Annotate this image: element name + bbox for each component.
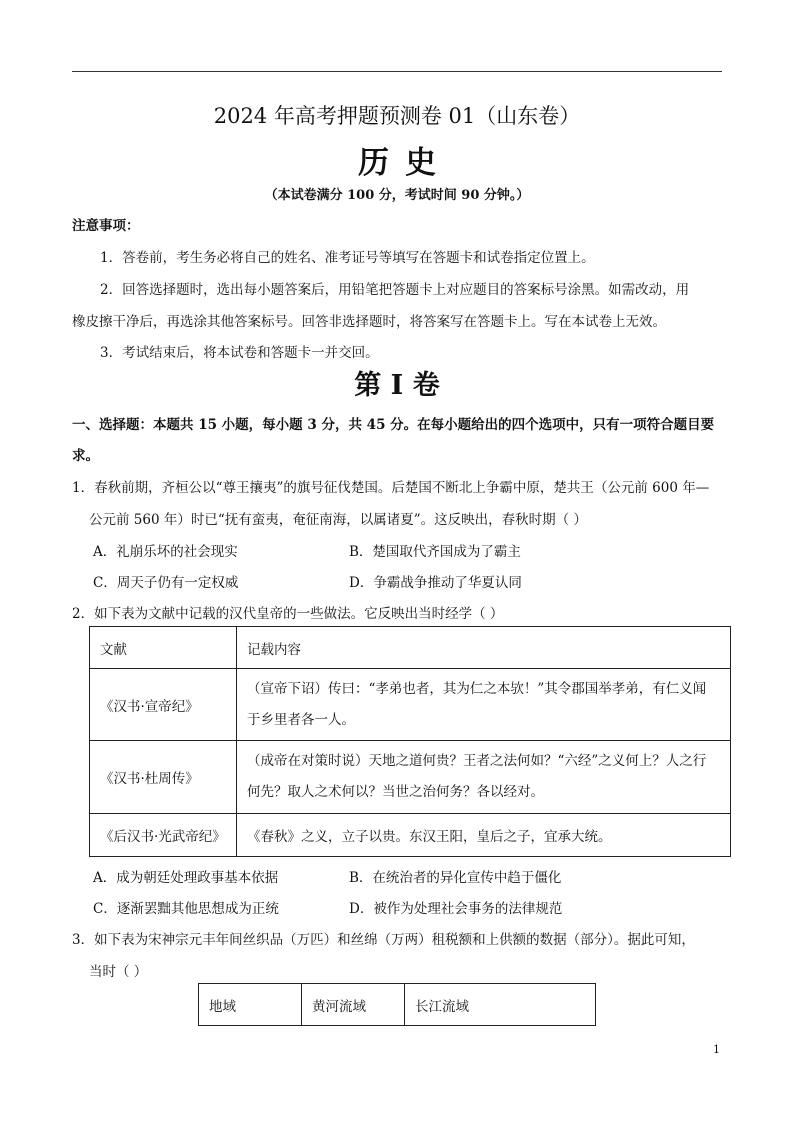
question-2-option-b[interactable]: B．在统治者的异化宣传中趋于僵化 xyxy=(349,870,562,886)
question-3-stem: 当时（ ） xyxy=(89,964,148,980)
question-2-option-a[interactable]: A．成为朝廷处理政事基本依据 xyxy=(93,870,279,886)
question-2-stem: 2．如下表为文献中记载的汉代皇帝的一些做法。它反映出当时经学（ ） xyxy=(72,606,504,622)
instruction-line: 2．回答选择题时，选出每小题答案后，用铅笔把答题卡上对应题目的答案标号涂黑。如需改动，用 xyxy=(100,282,690,298)
exam-title: 2024 年高考押题预测卷 01（山东卷） xyxy=(213,104,581,128)
page-number: 1 xyxy=(713,1043,720,1056)
question-1-stem: 公元前 560 年）时已“抚有蛮夷，奄征南海，以属诸夏”。这反映出，春秋时期（ ） xyxy=(89,512,587,528)
question-1-option-a[interactable]: A．礼崩乐坏的社会现实 xyxy=(93,544,238,560)
question-1-option-b[interactable]: B．楚国取代齐国成为了霸主 xyxy=(349,544,521,560)
table-header: 记载内容 xyxy=(237,627,731,669)
table-row xyxy=(90,741,731,814)
table-header: 长江流域 xyxy=(405,984,596,1026)
question-3-table xyxy=(198,983,596,1026)
question-2-option-c[interactable]: C．逐渐罢黜其他思想成为正统 xyxy=(93,901,279,917)
instruction-line: 1．答卷前，考生务必将自己的姓名、准考证号等填写在答题卡和试卷指定位置上。 xyxy=(100,250,595,266)
section-title: 第 I 卷 xyxy=(354,370,440,401)
question-1-option-d[interactable]: D．争霸战争推动了华夏认同 xyxy=(349,575,522,591)
instruction-line: 3．考试结束后，将本试卷和答题卡一并交回。 xyxy=(100,345,379,361)
table-cell-line: （成帝在对策时说）天地之道何贵？王者之法何如？“六经”之义何上？人之行 xyxy=(247,753,707,769)
subject-title: 历史 xyxy=(358,145,452,181)
table-row xyxy=(90,669,731,741)
table-row xyxy=(199,984,596,1026)
instruction-line: 橡皮擦干净后，再选涂其他答案标号。回答非选择题时，将答案写在答题卡上。写在本试卷上无效。 xyxy=(72,314,666,330)
table-header: 黄河流域 xyxy=(302,984,405,1026)
table-header: 文献 xyxy=(90,627,237,669)
table-cell-source: 《汉书·宣帝纪》 xyxy=(90,669,237,741)
question-1-option-c[interactable]: C．周天子仍有一定权威 xyxy=(93,575,239,591)
section-intro: 求。 xyxy=(72,448,99,464)
table-cell-source: 《汉书·杜周传》 xyxy=(90,741,237,814)
question-2-table xyxy=(89,626,731,857)
header-rule xyxy=(72,71,722,72)
table-cell-line: 何先？取人之术何以？当世之治何务？各以经对。 xyxy=(247,784,544,800)
instructions-heading: 注意事项： xyxy=(72,218,140,234)
table-cell-line: （宣帝下诏）传曰：“孝弟也者，其为仁之本欤！”其令郡国举孝弟，有仁义闻 xyxy=(247,680,707,697)
question-2-option-d[interactable]: D．被作为处理社会事务的法律规范 xyxy=(349,901,563,917)
table-header: 地域 xyxy=(199,984,302,1026)
table-cell-source: 《后汉书·光武帝纪》 xyxy=(90,814,237,857)
table-row xyxy=(90,814,731,857)
table-cell-line: 《春秋》之义，立子以贵。东汉王阳，皇后之子，宜承大统。 xyxy=(237,814,731,857)
question-1-stem: 1．春秋前期，齐桓公以“尊王攘夷”的旗号征伐楚国。后楚国不断北上争霸中原，楚共王（公元前 600 年— xyxy=(72,480,710,496)
section-intro: 一、选择题：本题共 15 小题，每小题 3 分，共 45 分。在每小题给出的四个选项中，只有一项符合题目要 xyxy=(72,417,715,433)
question-3-stem: 3．如下表为宋神宗元丰年间丝织品（万匹）和丝绵（万两）租税额和上供额的数据（部分）。据此可知， xyxy=(72,932,695,948)
exam-note: （本试卷满分 100 分，考试时间 90 分钟。） xyxy=(264,188,530,203)
table-cell-line: 于乡里者各一人。 xyxy=(247,711,355,728)
